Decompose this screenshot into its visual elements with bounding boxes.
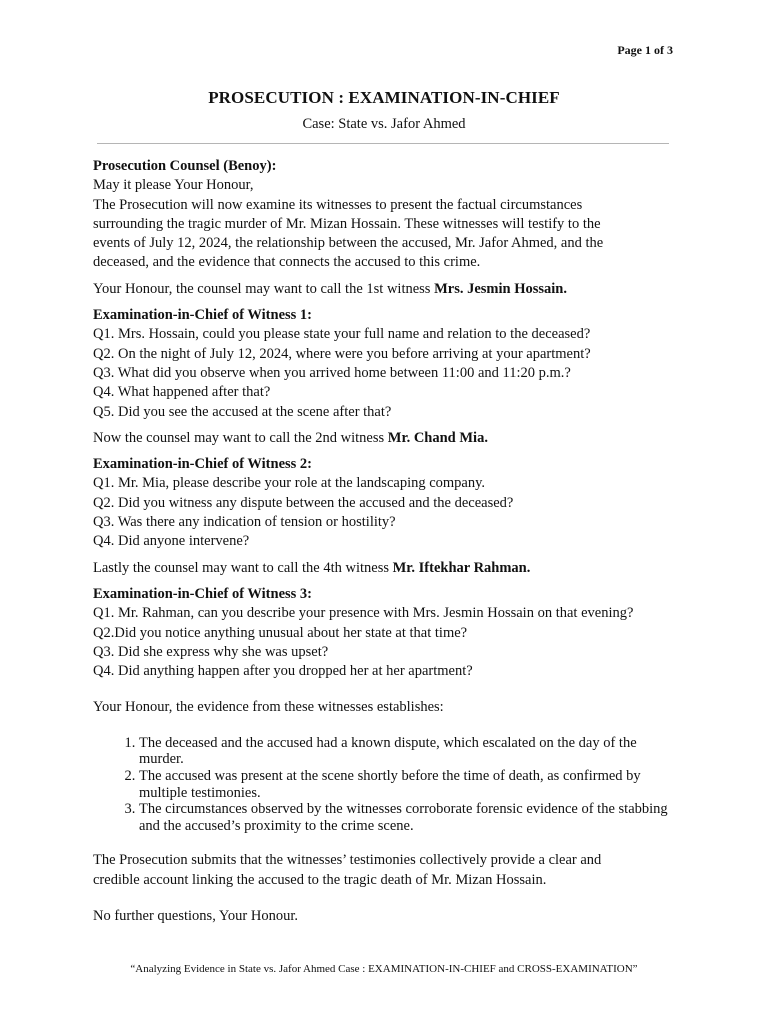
- witness-name: Mr. Iftekhar Rahman.: [392, 559, 531, 576]
- opening-line: events of July 12, 2024, the relationship between the accused, Mr. Jafor Ahmed, and the: [93, 235, 604, 252]
- closing-statement: No further questions, Your Honour.: [93, 907, 299, 924]
- title-divider: [97, 143, 669, 144]
- question: Q1. Mr. Rahman, can you describe your presence with Mrs. Jesmin Hossain on that evening?: [93, 605, 634, 622]
- question: Q3. Was there any indication of tension or hostility?: [93, 514, 396, 531]
- question: Q1. Mrs. Hossain, could you please state your full name and relation to the deceased?: [93, 326, 591, 343]
- witness-name: Mrs. Jesmin Hossain.: [434, 280, 567, 297]
- call-witness-2: [93, 429, 683, 448]
- opening-line: surrounding the tragic murder of Mr. Mizan Hossain. These witnesses will testify to the: [93, 215, 601, 232]
- question: Q2.Did you notice anything unusual about her state at that time?: [93, 624, 468, 641]
- submission-line: The Prosecution submits that the witnesses’ testimonies collectively provide a clear and: [93, 852, 602, 869]
- call-text: Lastly the counsel may want to call the 4th witness: [93, 559, 393, 576]
- witness-name: Mr. Chand Mia.: [387, 429, 488, 446]
- question: Q1. Mr. Mia, please describe your role at the landscaping company.: [93, 475, 486, 492]
- document-footer: “Analyzing Evidence in State vs. Jafor Ahmed Case : EXAMINATION-IN-CHIEF and CROSS-EXAMINATION”: [130, 963, 638, 975]
- question: Q2. Did you witness any dispute between the accused and the deceased?: [93, 494, 514, 511]
- question: Q3. What did you observe when you arrived home between 11:00 and 11:20 p.m.?: [93, 364, 571, 381]
- list-item: 3. The circumstances observed by the witnesses corroborate forensic evidence of the stabbing and the accused’s proximity to the crime scene.: [139, 801, 683, 834]
- call-witness-1: [93, 280, 683, 299]
- call-text: Now the counsel may want to call the 2nd witness: [93, 429, 388, 446]
- submission-line: credible account linking the accused to the tragic death of Mr. Mizan Hossain.: [93, 871, 547, 888]
- question: Q4. Did anyone intervene?: [93, 533, 250, 550]
- question: Q5. Did you see the accused at the scene after that?: [93, 403, 392, 420]
- list-item: 1. The deceased and the accused had a known dispute, which escalated on the day of the murder.: [139, 735, 683, 768]
- speaker-label: Prosecution Counsel (Benoy):: [93, 158, 277, 174]
- greeting: May it please Your Honour,: [93, 177, 254, 194]
- closing-intro: Your Honour, the evidence from these witnesses establishes:: [93, 699, 444, 716]
- question: Q4. Did anything happen after you dropped her at her apartment?: [93, 663, 473, 680]
- section-heading: Examination-in-Chief of Witness 2:: [93, 456, 312, 473]
- evidence-list: [93, 735, 683, 835]
- case-title: Case: State vs. Jafor Ahmed: [302, 116, 466, 132]
- section-heading: Examination-in-Chief of Witness 1:: [93, 307, 312, 324]
- page-number: Page 1 of 3: [617, 43, 673, 57]
- question: Q2. On the night of July 12, 2024, where were you before arriving at your apartment?: [93, 345, 591, 362]
- document-body: [93, 157, 683, 926]
- question: Q3. Did she express why she was upset?: [93, 643, 329, 660]
- opening-line: deceased, and the evidence that connects the accused to this crime.: [93, 254, 481, 271]
- call-text: Your Honour, the counsel may want to call the 1st witness: [93, 280, 435, 297]
- call-witness-3: [93, 559, 683, 578]
- list-item: 2. The accused was present at the scene shortly before the time of death, as confirmed by multiple testimonies.: [139, 768, 683, 801]
- question: Q4. What happened after that?: [93, 384, 271, 401]
- opening-line: The Prosecution will now examine its witnesses to present the factual circumstances: [93, 196, 583, 213]
- section-heading: Examination-in-Chief of Witness 3:: [93, 585, 312, 602]
- document-title: PROSECUTION : EXAMINATION-IN-CHIEF: [208, 88, 560, 107]
